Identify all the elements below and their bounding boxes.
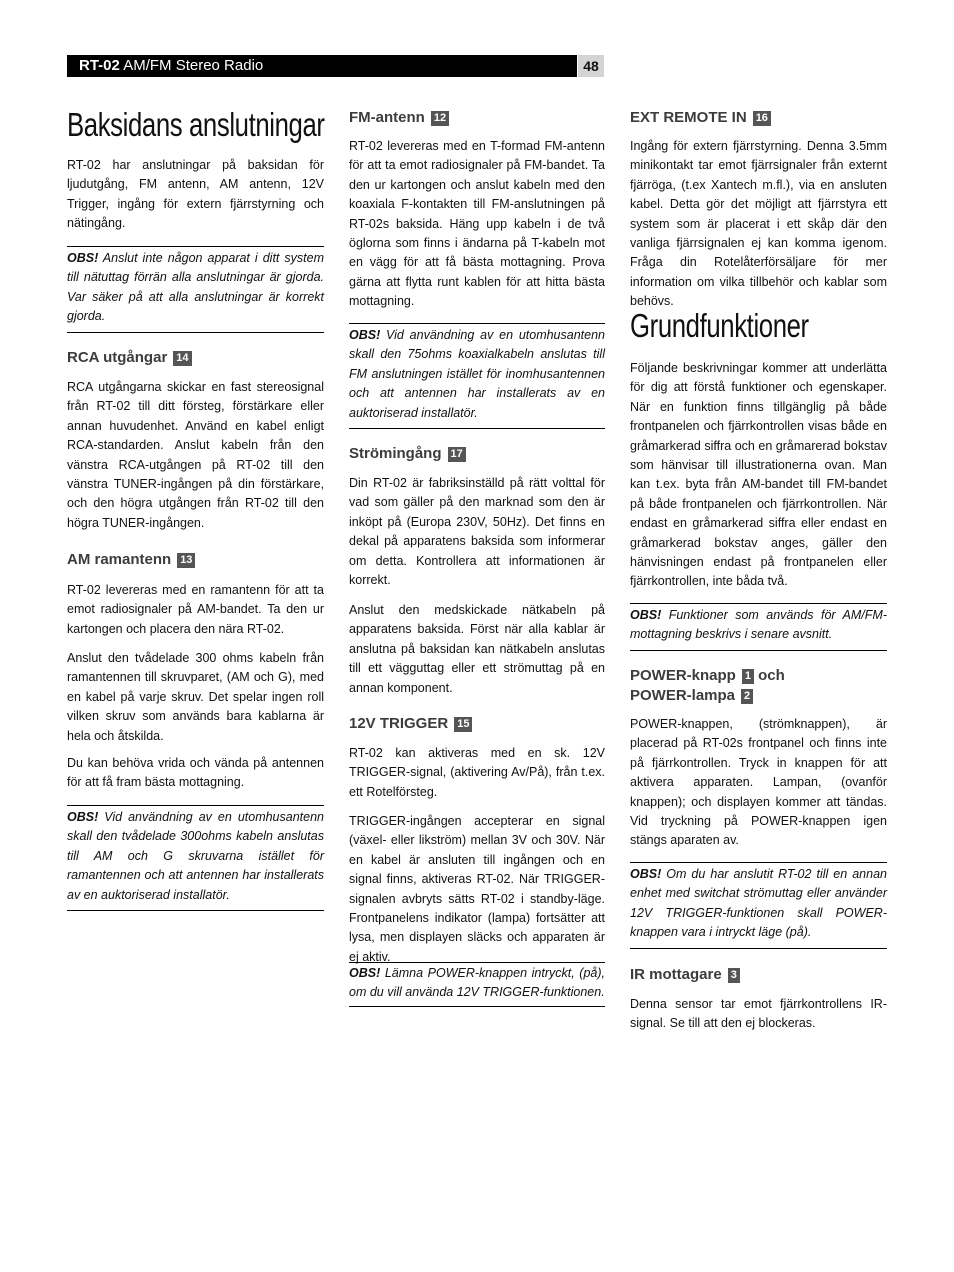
ext-remote-paragraph: Ingång för extern fjärrstyrning. Denna 3.5mm minikontakt tar emot fjärrsignaler från externt fjärröga, (t.ex Xantech m.fl.), via en ansluten kabel. Detta gör det möjligt att fjärrstyra ett system som är placerat i ett skåp där den vanliga fjärrsignalen ej kan komma igenom. Fråga din Rotelåterförsäljare för mer information om vilka tillbehör och kablar som behövs. — [630, 139, 887, 309]
obs-note-5 — [630, 603, 887, 651]
ref-number-badge: 3 — [728, 968, 740, 983]
page-number: 48 — [583, 58, 599, 74]
obs-label: OBS! — [349, 328, 381, 342]
header-model: RT-02 — [79, 57, 120, 74]
power-paragraph-2: Anslut den medskickade nätkabeln på apparatens baksida. Först när alla kablar är anslutna på baksidan kan nätkabeln anslutas till ett vägguttag eller ett strömuttag på en annan komponent. — [349, 603, 605, 695]
rca-paragraph: RCA utgångarna skickar en fast stereosignal från RT-02 till ditt försteg, förstärkare eller annan huvudenhet. Använd en kabel enligt RCA-standarden. Anslut kabeln från den vänstra RCA-utgången på RT-02 till den vänstra TUNER-ingången på din förstärkare, och den högra utgången från RT-02 till den högra TUNER-ingången. — [67, 380, 324, 530]
heading-rca-outputs: RCA utgångar 14 — [67, 348, 192, 367]
ref-number-badge: 15 — [454, 717, 472, 732]
obs-text: Vid användning av en utomhusantenn skall den tvådelade 300ohms kabeln anslutas till AM och G skruvarna istället för ramantennen och att antennen har installerats av en auktoriserad installatör. — [67, 810, 324, 902]
obs-text: Anslut inte någon apparat i ditt system till nätuttag förrän alla anslutningar är gjorda. Var säker på att alla anslutningar är korrekt gjorda. — [67, 251, 324, 324]
ref-number-badge: 1 — [742, 669, 754, 684]
obs-label: OBS! — [630, 867, 662, 881]
power-paragraph-1: Din RT-02 är fabriksinställd på rätt volttal för vad som gäller på den marknad som den är inköpt på (Europa 230V, 50Hz). Det finns en dekal på apparatens baksida som informerar om detta. Kontrollera att informationen är korrekt. — [349, 476, 605, 588]
power-button-paragraph: POWER-knappen, (strömknappen), är placerad på RT-02s frontpanel och finns inte på fjärrkontrollen. Tryck in knappen för att aktivera apparaten. Lampan, (ovanför knappen); och displayen kommer att tändas. Vid tryckning på POWER-knappen igen stängs aparaten av. — [630, 717, 887, 848]
obs-note-1 — [67, 246, 324, 333]
obs-text: Funktioner som används för AM/FM-mottagning beskrivs i senare avsnitt. — [630, 608, 887, 642]
heading-power-lamp: POWER-lampa 2 — [630, 686, 753, 705]
ref-number-badge: 14 — [173, 351, 191, 366]
obs-note-6 — [630, 862, 887, 949]
am-paragraph-2: Anslut den tvådelade 300 ohms kabeln från ramantennen till skruvparet, (AM och G), med en kabel på varje skruv. Det spelar ingen roll vilken skruv som används bara kablarna är hela och åtskilda. — [67, 651, 324, 743]
section-title-basic-functions: Grundfunktioner — [630, 307, 809, 344]
section-title-rear-connections: Baksidans anslutningar — [67, 106, 325, 143]
obs-label: OBS! — [630, 608, 662, 622]
ref-number-badge: 17 — [448, 447, 466, 462]
heading-ext-remote-in: EXT REMOTE IN 16 — [630, 108, 771, 127]
obs-note-3 — [349, 323, 605, 429]
heading-power-input: Strömingång 17 — [349, 444, 466, 463]
am-paragraph-1: RT-02 levereras med en ramantenn för att ta emot radiosignaler på AM-bandet. Ta den ur kartongen och placera den nära RT-02. — [67, 583, 324, 636]
obs-label: OBS! — [349, 966, 381, 980]
heading-ir-receiver: IR mottagare 3 — [630, 965, 740, 984]
obs-text: Om du har anslutit RT-02 till en annan enhet med switchat strömuttag eller använder 12V TRIGGER-funktionen skall POWER-knappen vara i intryckt läge (på). — [630, 867, 887, 940]
obs-note-2 — [67, 805, 324, 911]
obs-text: Vid användning av en utomhusantenn skall den 75ohms koaxialkabeln anslutas till FM anslutningen istället för inomhusantennen och att antennen har installerats av en auktoriserad installatör. — [349, 328, 605, 420]
obs-label: OBS! — [67, 251, 99, 265]
fm-paragraph: RT-02 levereras med en T-formad FM-antenn för att ta emot radiosignaler på FM-bandet. Ta den ur kartongen och anslut kabeln med den koaxiala F-kontakten till FM-anslutningen på RT-02s baksida. Häng upp kabeln i de två öglorna som finns i ändarna på T-kabeln mot en vägg för att få bästa mottagning. Prova gärna att flytta runt kablen för att hitta bästa mottagning. — [349, 139, 605, 309]
heading-12v-trigger: 12V TRIGGER 15 — [349, 714, 472, 733]
obs-note-4 — [349, 962, 605, 1007]
trigger-paragraph-1: RT-02 kan aktiveras med en sk. 12V TRIGGER-signal, (aktivering Av/På), från t.ex. ett Rotelförsteg. — [349, 746, 605, 799]
page-number-box — [578, 55, 604, 77]
heading-fm-antenna: FM-antenn 12 — [349, 108, 449, 127]
obs-text: Lämna POWER-knappen intryckt, (på), om du vill använda 12V TRIGGER-funktionen. — [349, 966, 605, 1000]
ref-number-badge: 16 — [753, 111, 771, 126]
intro-paragraph: RT-02 har anslutningar på baksidan för ljudutgång, FM antenn, AM antenn, 12V Trigger, ingång för extern fjärrstyrning och nätingång. — [67, 158, 324, 231]
ref-number-badge: 12 — [431, 111, 449, 126]
am-paragraph-3: Du kan behöva vrida och vända på antennen för att få fram bästa mottagning. — [67, 756, 324, 790]
obs-label: OBS! — [67, 810, 99, 824]
ref-number-badge: 2 — [741, 689, 753, 704]
heading-am-antenna: AM ramantenn 13 — [67, 550, 195, 569]
header-title — [79, 57, 263, 75]
ref-number-badge: 13 — [177, 553, 195, 568]
basic-functions-paragraph: Följande beskrivningar kommer att underlätta för dig att förstå funktioner och egenskaper. När en funktion finns tillgänglig på både frontpanelen och fjärrkontrollen visas både en gråmarkerad siffra och en gråmarerad bokstav som hänvisar till illustrationerna ovan. Man kan t.ex. byta från AM-bandet till FM-bandet på både frontpanelen och fjärrkontrollen. När endast en gråmarkerad siffra eller endast en gråmarkerad bokstav anges, gäller den hänvisningen endast på frontpanelen eller fjärrkontrollen, inte båda två. — [630, 361, 887, 589]
trigger-paragraph-2: TRIGGER-ingången accepterar en signal (växel- eller likström) mellan 3V och 30V. När en kabel är ansluten till ingången och en signal finns, aktiveras RT-02. När TRIGGER-signalen avbryts sätts RT-02 i standby-läge. Frontpanelens indikator (lampa) fortsätter att lysa, men displayen släcks och apparaten är ej aktiv. — [349, 814, 605, 964]
header-subtitle: AM/FM Stereo Radio — [123, 57, 264, 74]
ir-paragraph: Denna sensor tar emot fjärrkontrollens IR-signal. Se till att den ej blockeras. — [630, 997, 887, 1031]
header-bar — [67, 55, 577, 77]
heading-power-button: POWER-knapp 1 och — [630, 667, 785, 684]
